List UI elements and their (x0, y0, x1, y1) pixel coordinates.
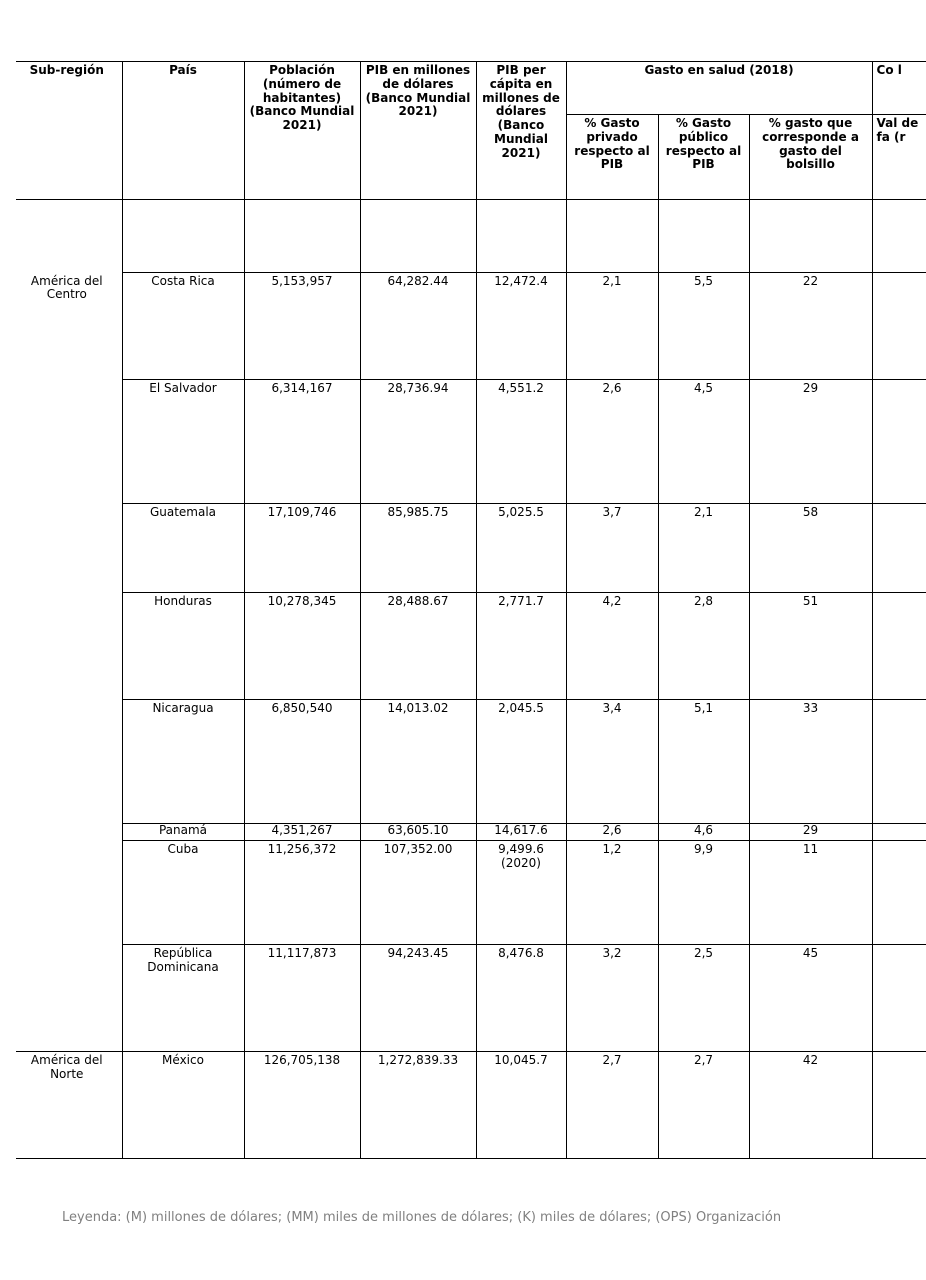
cell-publico: 4,6 (658, 824, 749, 841)
cell-privado: 2,6 (566, 380, 658, 504)
cell-privado: 3,4 (566, 700, 658, 824)
cell-poblacion: 6,314,167 (244, 380, 360, 504)
header-gasto-bolsillo: % gasto que corresponde a gasto del bolsillo (749, 115, 872, 200)
cell-poblacion: 10,278,345 (244, 593, 360, 700)
cell-pib: 94,243.45 (360, 945, 476, 1052)
cell-pib: 1,272,839.33 (360, 1052, 476, 1159)
cell-bolsillo: 45 (749, 945, 872, 1052)
cell-pib-pc: 2,045.5 (476, 700, 566, 824)
cell-privado (566, 200, 658, 273)
cell-bolsillo: 11 (749, 841, 872, 945)
cell-publico: 5,1 (658, 700, 749, 824)
cell-subregion (16, 945, 122, 1052)
header-poblacion: Población (número de habitantes) (Banco Mundial 2021) (244, 62, 360, 200)
cell-publico: 2,8 (658, 593, 749, 700)
cell-pib-pc: 10,045.7 (476, 1052, 566, 1159)
table-row (16, 841, 926, 945)
cell-pib-pc: 2,771.7 (476, 593, 566, 700)
cell-bolsillo: 29 (749, 824, 872, 841)
cell-pib: 63,605.10 (360, 824, 476, 841)
table-row (16, 945, 926, 1052)
cell-poblacion: 17,109,746 (244, 504, 360, 593)
cell-subregion (16, 700, 122, 824)
cell-subregion (16, 824, 122, 841)
cell-publico (658, 200, 749, 273)
table-legend: Leyenda: (M) millones de dólares; (MM) miles de millones de dólares; (K) miles de dólares; (OPS) Organización (62, 1210, 782, 1225)
health-expenditure-table (16, 61, 926, 1159)
cell-pais: México (122, 1052, 244, 1159)
cell-poblacion: 11,256,372 (244, 841, 360, 945)
header-gasto-publico: % Gasto público respecto al PIB (658, 115, 749, 200)
cell-poblacion: 11,117,873 (244, 945, 360, 1052)
cell-privado: 3,2 (566, 945, 658, 1052)
cell-subregion: América del Norte (16, 1052, 122, 1159)
cell-pib: 14,013.02 (360, 700, 476, 824)
cell-pais: República Dominicana (122, 945, 244, 1052)
cell-bolsillo: 51 (749, 593, 872, 700)
cell-pib (360, 200, 476, 273)
table-row (16, 824, 926, 841)
cell-pib: 28,488.67 (360, 593, 476, 700)
cell-pib-pc (476, 200, 566, 273)
table-row (16, 1052, 926, 1159)
cell-bolsillo: 58 (749, 504, 872, 593)
table-row (16, 200, 926, 273)
cell-pib-pc: 12,472.4 (476, 273, 566, 380)
cell-poblacion: 5,153,957 (244, 273, 360, 380)
cell-cut (872, 824, 926, 841)
cell-pais: Nicaragua (122, 700, 244, 824)
cell-pib: 85,985.75 (360, 504, 476, 593)
header-cut-column-bottom: Val de fa (r (872, 115, 926, 200)
cell-privado: 2,1 (566, 273, 658, 380)
cell-pib: 64,282.44 (360, 273, 476, 380)
cell-pib: 107,352.00 (360, 841, 476, 945)
cell-bolsillo (749, 200, 872, 273)
cell-bolsillo: 33 (749, 700, 872, 824)
cell-pais: Guatemala (122, 504, 244, 593)
cell-cut (872, 841, 926, 945)
health-expenditure-table-wrapper (16, 61, 926, 1159)
cell-privado: 1,2 (566, 841, 658, 945)
cell-privado: 4,2 (566, 593, 658, 700)
cell-publico: 9,9 (658, 841, 749, 945)
table-row (16, 380, 926, 504)
cell-publico: 2,1 (658, 504, 749, 593)
cell-bolsillo: 42 (749, 1052, 872, 1159)
cell-cut (872, 700, 926, 824)
cell-cut (872, 273, 926, 380)
cell-cut (872, 1052, 926, 1159)
cell-cut (872, 593, 926, 700)
cell-subregion (16, 504, 122, 593)
cell-pib-pc: 4,551.2 (476, 380, 566, 504)
cell-pib: 28,736.94 (360, 380, 476, 504)
cell-pais: Cuba (122, 841, 244, 945)
cell-publico: 4,5 (658, 380, 749, 504)
cell-pais (122, 200, 244, 273)
header-pais: País (122, 62, 244, 200)
header-pib: PIB en millones de dólares (Banco Mundial 2021) (360, 62, 476, 200)
cell-poblacion: 4,351,267 (244, 824, 360, 841)
cell-poblacion: 126,705,138 (244, 1052, 360, 1159)
cell-publico: 5,5 (658, 273, 749, 380)
cell-pais: Costa Rica (122, 273, 244, 380)
cell-cut (872, 504, 926, 593)
cell-subregion (16, 380, 122, 504)
cell-bolsillo: 29 (749, 380, 872, 504)
cell-pib-pc: 14,617.6 (476, 824, 566, 841)
cell-poblacion: 6,850,540 (244, 700, 360, 824)
cell-privado: 2,6 (566, 824, 658, 841)
cell-poblacion (244, 200, 360, 273)
cell-subregion (16, 200, 122, 273)
cell-pib-pc: 5,025.5 (476, 504, 566, 593)
cell-cut (872, 200, 926, 273)
header-subregion: Sub-región (16, 62, 122, 200)
header-gasto-privado: % Gasto privado respecto al PIB (566, 115, 658, 200)
cell-subregion (16, 841, 122, 945)
table-row (16, 273, 926, 380)
cell-pais: Honduras (122, 593, 244, 700)
cell-pais: Panamá (122, 824, 244, 841)
cell-cut (872, 380, 926, 504)
cell-subregion (16, 593, 122, 700)
cell-privado: 3,7 (566, 504, 658, 593)
table-row (16, 700, 926, 824)
cell-pib-pc: 9,499.6 (2020) (476, 841, 566, 945)
header-cut-column-top: Co l (872, 62, 926, 115)
cell-pib-pc: 8,476.8 (476, 945, 566, 1052)
cell-publico: 2,7 (658, 1052, 749, 1159)
cell-cut (872, 945, 926, 1052)
cell-bolsillo: 22 (749, 273, 872, 380)
cell-privado: 2,7 (566, 1052, 658, 1159)
cell-publico: 2,5 (658, 945, 749, 1052)
cell-subregion: América del Centro (16, 273, 122, 380)
header-pib-per-capita: PIB per cápita en millones de dólares (Banco Mundial 2021) (476, 62, 566, 200)
table-row (16, 593, 926, 700)
table-row (16, 504, 926, 593)
cell-pais: El Salvador (122, 380, 244, 504)
header-gasto-salud-group: Gasto en salud (2018) (566, 62, 872, 115)
